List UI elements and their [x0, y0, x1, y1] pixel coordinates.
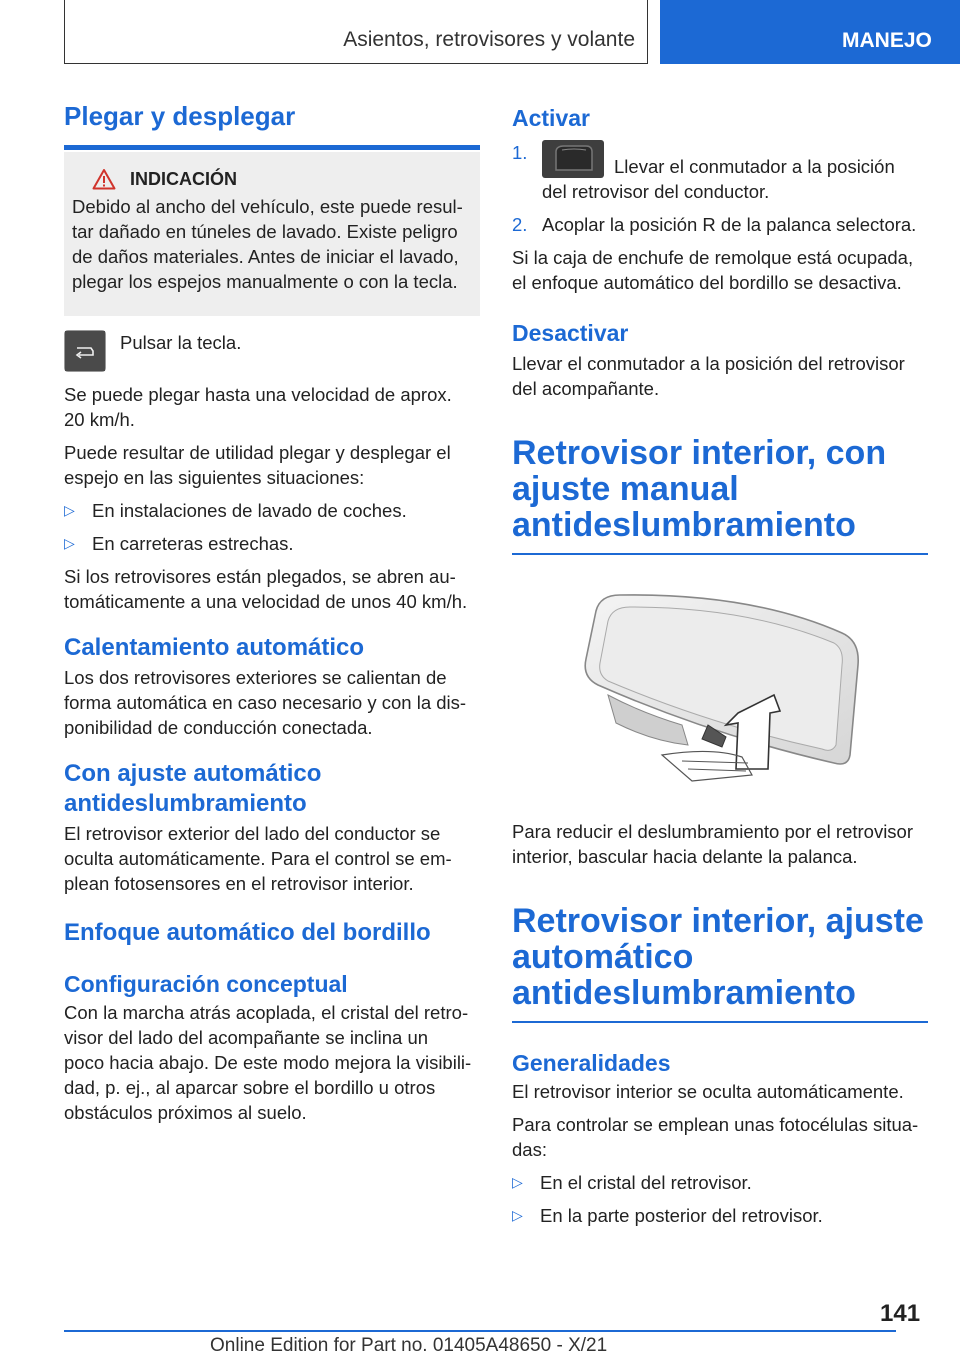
step-2 [512, 212, 928, 237]
p5-line-1: El retrovisor exterior del lado del conductor se [64, 823, 441, 844]
step-2-text: Acoplar la posición R de la palanca selectora. [542, 214, 917, 235]
p4-line-1: Los dos retrovisores exteriores se calientan de [64, 667, 447, 688]
footer-rule [64, 1330, 896, 1332]
footer-edition: Online Edition for Part no. 01405A48650 - X/21 [210, 1335, 608, 1356]
note-line-1: Debido al ancho del vehículo, este puede resul- [72, 196, 463, 217]
left-column [64, 101, 480, 1125]
heading-plegar: Plegar y desplegar [64, 101, 296, 131]
heading-retrovisor-manual-line-1: Retrovisor interior, con [512, 434, 887, 472]
step-1-line-2: del retrovisor del conductor. [542, 181, 770, 202]
heading-activar: Activar [512, 105, 590, 131]
p4-line-3: ponibilidad de conducción conectada. [64, 717, 373, 738]
heading-desactivar: Desactivar [512, 320, 629, 346]
bullet-text: En el cristal del retrovisor. [540, 1172, 752, 1193]
heading-enfoque: Enfoque automático del bordillo [64, 919, 431, 946]
pulsar-tecla: Pulsar la tecla. [120, 332, 242, 353]
r-p5-line-2: das: [512, 1139, 547, 1160]
bullet-text: En la parte posterior del retrovisor. [540, 1205, 823, 1226]
r-p2-line-2: del acompañante. [512, 378, 660, 399]
bullet-triangle-icon: ▷ [64, 502, 75, 518]
heading-rule [512, 1021, 928, 1023]
p6-line-3: poco hacia abajo. De este modo mejora la visibili- [64, 1052, 472, 1073]
header-tab-manejo [660, 0, 960, 64]
heading-generalidades: Generalidades [512, 1050, 671, 1076]
heading-rule [512, 553, 928, 555]
heading-retrovisor-manual-line-3: antideslumbramiento [512, 506, 856, 544]
heading-calentamiento: Calentamiento automático [64, 634, 365, 661]
heading-retrovisor-manual [512, 435, 928, 543]
r-p5-line-1: Para controlar se emplean unas fotocélulas situa- [512, 1114, 919, 1135]
r-p3-line-2: interior, bascular hacia delante la palanca. [512, 846, 858, 867]
p5-line-2: oculta automáticamente. Para el control se em- [64, 848, 452, 869]
p1-line-2: 20 km/h. [64, 409, 135, 430]
heading-retrovisor-automatico-line-2: automático [512, 938, 694, 976]
p3-line-2: tomáticamente a una velocidad de unos 40 km/h. [64, 591, 468, 612]
right-column [512, 104, 928, 1228]
r-p2-line-1: Llevar el conmutador a la posición del retrovisor [512, 353, 905, 374]
step-1 [512, 140, 928, 204]
step-1-number: 1. [512, 142, 528, 163]
list-item [64, 498, 480, 523]
note-label: INDICACIÓN [130, 168, 237, 189]
r-p1-line-2: el enfoque automático del bordillo se desactiva. [512, 272, 902, 293]
list-item [64, 531, 480, 556]
p6-line-1: Con la marcha atrás acoplada, el cristal del retro- [64, 1002, 469, 1023]
bullet-triangle-icon: ▷ [64, 535, 75, 551]
heading-retrovisor-manual-line-2: ajuste manual [512, 470, 739, 508]
heading-con-ajuste [64, 759, 480, 819]
fold-button-row [64, 330, 480, 372]
step-1-line-1: Llevar el conmutador a la posición [614, 156, 895, 177]
p4-line-2: forma automática en caso necesario y con la dis- [64, 692, 467, 713]
p3-line-1: Si los retrovisores están plegados, se abren au- [64, 566, 456, 587]
heading-retrovisor-automatico [512, 903, 928, 1011]
mirror-switch-icon [542, 140, 604, 178]
heading-con-ajuste-line-2: antideslumbramiento [64, 790, 307, 817]
bullet-triangle-icon: ▷ [512, 1207, 523, 1223]
header-tab-label: MANEJO [842, 29, 932, 52]
r-p1-line-1: Si la caja de enchufe de remolque está ocupada, [512, 247, 914, 268]
bullet-text: En carreteras estrechas. [92, 533, 294, 554]
heading-con-ajuste-line-1: Con ajuste automático [64, 760, 322, 787]
page-number: 141 [880, 1300, 921, 1327]
heading-configuracion: Configuración conceptual [64, 971, 348, 997]
header-box [64, 0, 648, 64]
heading-rule [64, 145, 480, 150]
r-p4: El retrovisor interior se oculta automáticamente. [512, 1081, 904, 1102]
interior-mirror-illustration [512, 585, 928, 805]
p6-line-4: dad, p. ej., al aparcar sobre el bordillo u otros [64, 1077, 436, 1098]
list-item [512, 1170, 928, 1195]
p6-line-5: obstáculos próximos al suelo. [64, 1102, 307, 1123]
r-p3-line-1: Para reducir el deslumbramiento por el retrovisor [512, 821, 914, 842]
p2-line-1: Puede resultar de utilidad plegar y desplegar el [64, 442, 451, 463]
warning-note [64, 152, 480, 316]
warning-triangle-icon [92, 168, 116, 190]
header-title: Asientos, retrovisores y volante [343, 28, 635, 51]
p2-line-2: espejo en las siguientes situaciones: [64, 467, 365, 488]
heading-retrovisor-automatico-line-1: Retrovisor interior, ajuste [512, 902, 924, 940]
bullet-triangle-icon: ▷ [512, 1174, 523, 1190]
bullet-text: En instalaciones de lavado de coches. [92, 500, 407, 521]
p1-line-1: Se puede plegar hasta una velocidad de aprox. [64, 384, 452, 405]
list-item [512, 1203, 928, 1228]
mirror-fold-button-icon [64, 330, 106, 372]
p6-line-2: visor del lado del acompañante se inclina un [64, 1027, 429, 1048]
note-line-4: plegar los espejos manualmente o con la tecla. [72, 271, 458, 292]
note-line-3: de daños materiales. Antes de iniciar el lavado, [72, 246, 459, 267]
note-line-2: tar dañado en túneles de lavado. Existe peligro [72, 221, 458, 242]
p5-line-3: plean fotosensores en el retrovisor interior. [64, 873, 414, 894]
step-2-number: 2. [512, 214, 528, 235]
heading-retrovisor-automatico-line-3: antideslumbramiento [512, 974, 856, 1012]
